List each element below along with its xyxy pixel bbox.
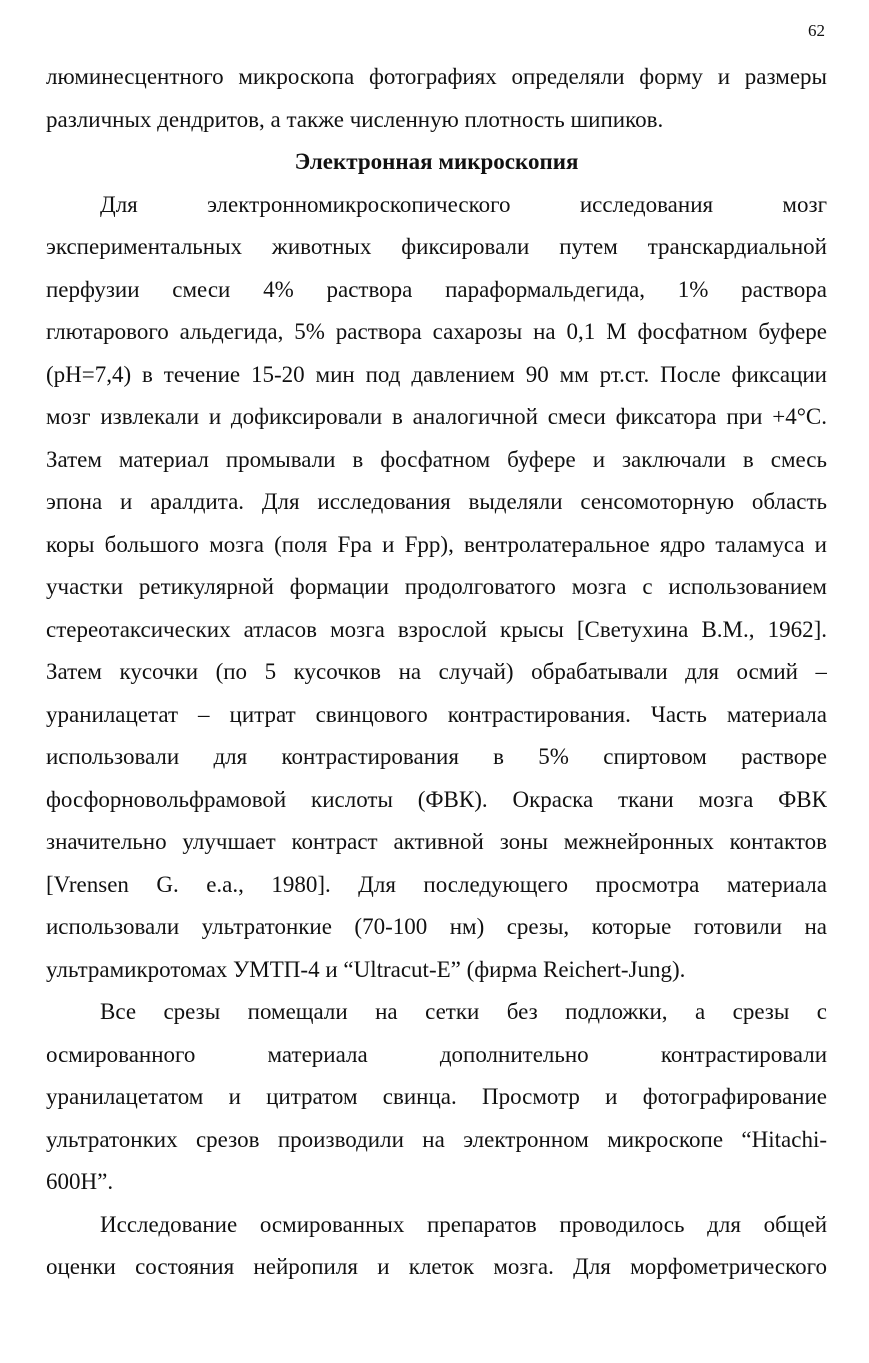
text-line: 600H”. (46, 1169, 114, 1194)
text-line: коры большого мозга (поля Fpa и Fpp), вентролатеральное ядро таламуса и (46, 531, 827, 557)
text-line: (pH=7,4) в течение 15-20 мин под давлением 90 мм рт.ст. После фиксации (46, 361, 827, 387)
text-line: Затем кусочки (по 5 кусочков на случай) обрабатывали для осмий – (46, 659, 827, 684)
text-line: уранилацетат – цитрат свинцового контрастирования. Часть материала (46, 701, 827, 727)
text-line: оценки состояния нейропиля и клеток мозга. Для морфометрического (46, 1254, 827, 1279)
text-line: фосфорновольфрамовой кислоты (ФВК). Окраска ткани мозга ФВК (46, 786, 827, 812)
text-line: стереотаксических атласов мозга взрослой крысы [Светухина В.М., 1962]. (46, 616, 827, 642)
text-line: использовали для контрастирования в 5% спиртовом растворе (46, 744, 827, 769)
text-line: люминесцентного микроскопа фотографиях определяли форму и размеры (46, 64, 827, 89)
text-line: ультратонких срезов производили на электронном микроскопе “Hitachi- (46, 1126, 827, 1152)
text-line: участки ретикулярной формации продолговатого мозга с использованием (46, 574, 827, 599)
text-line: использовали ультратонкие (70-100 нм) срезы, которые готовили на (46, 914, 827, 939)
text-line: [Vrensen G. e.a., 1980]. Для последующего просмотра материала (46, 871, 827, 897)
document-body (46, 56, 827, 1289)
text-line: мозг извлекали и дофиксировали в аналогичной смеси фиксатора при +4°С. (46, 404, 827, 429)
text-line: значительно улучшает контраст активной зоны межнейронных контактов (46, 829, 827, 854)
section-heading: Электронная микроскопия (294, 149, 579, 174)
text-line: Все срезы помещали на сетки без подложки, а срезы с (100, 999, 827, 1024)
text-line: ультрамикротомах УМТП-4 и “Ultracut-E” (фирма Reichert-Jung). (46, 956, 686, 982)
text-line: экспериментальных животных фиксировали путем транскардиальной (46, 234, 827, 259)
text-line: эпона и аралдита. Для исследования выделяли сенсомоторную область (46, 489, 827, 514)
text-line: уранилацетатом и цитратом свинца. Просмотр и фотографирование (46, 1084, 827, 1109)
text-line: Для электронномикроскопического исследования мозг (100, 191, 827, 217)
text-line: перфузии смеси 4% раствора параформальдегида, 1% раствора (46, 276, 827, 302)
text-line: глютарового альдегида, 5% раствора сахарозы на 0,1 М фосфатном буфере (46, 319, 827, 344)
text-line: Исследование осмированных препаратов проводилось для общей (100, 1211, 827, 1237)
page-number: 62 (808, 21, 825, 40)
text-line: различных дендритов, а также численную плотность шипиков. (46, 106, 664, 132)
text-line: Затем материал промывали в фосфатном буфере и заключали в смесь (46, 446, 827, 472)
text-line: осмированного материала дополнительно контрастировали (46, 1041, 827, 1067)
